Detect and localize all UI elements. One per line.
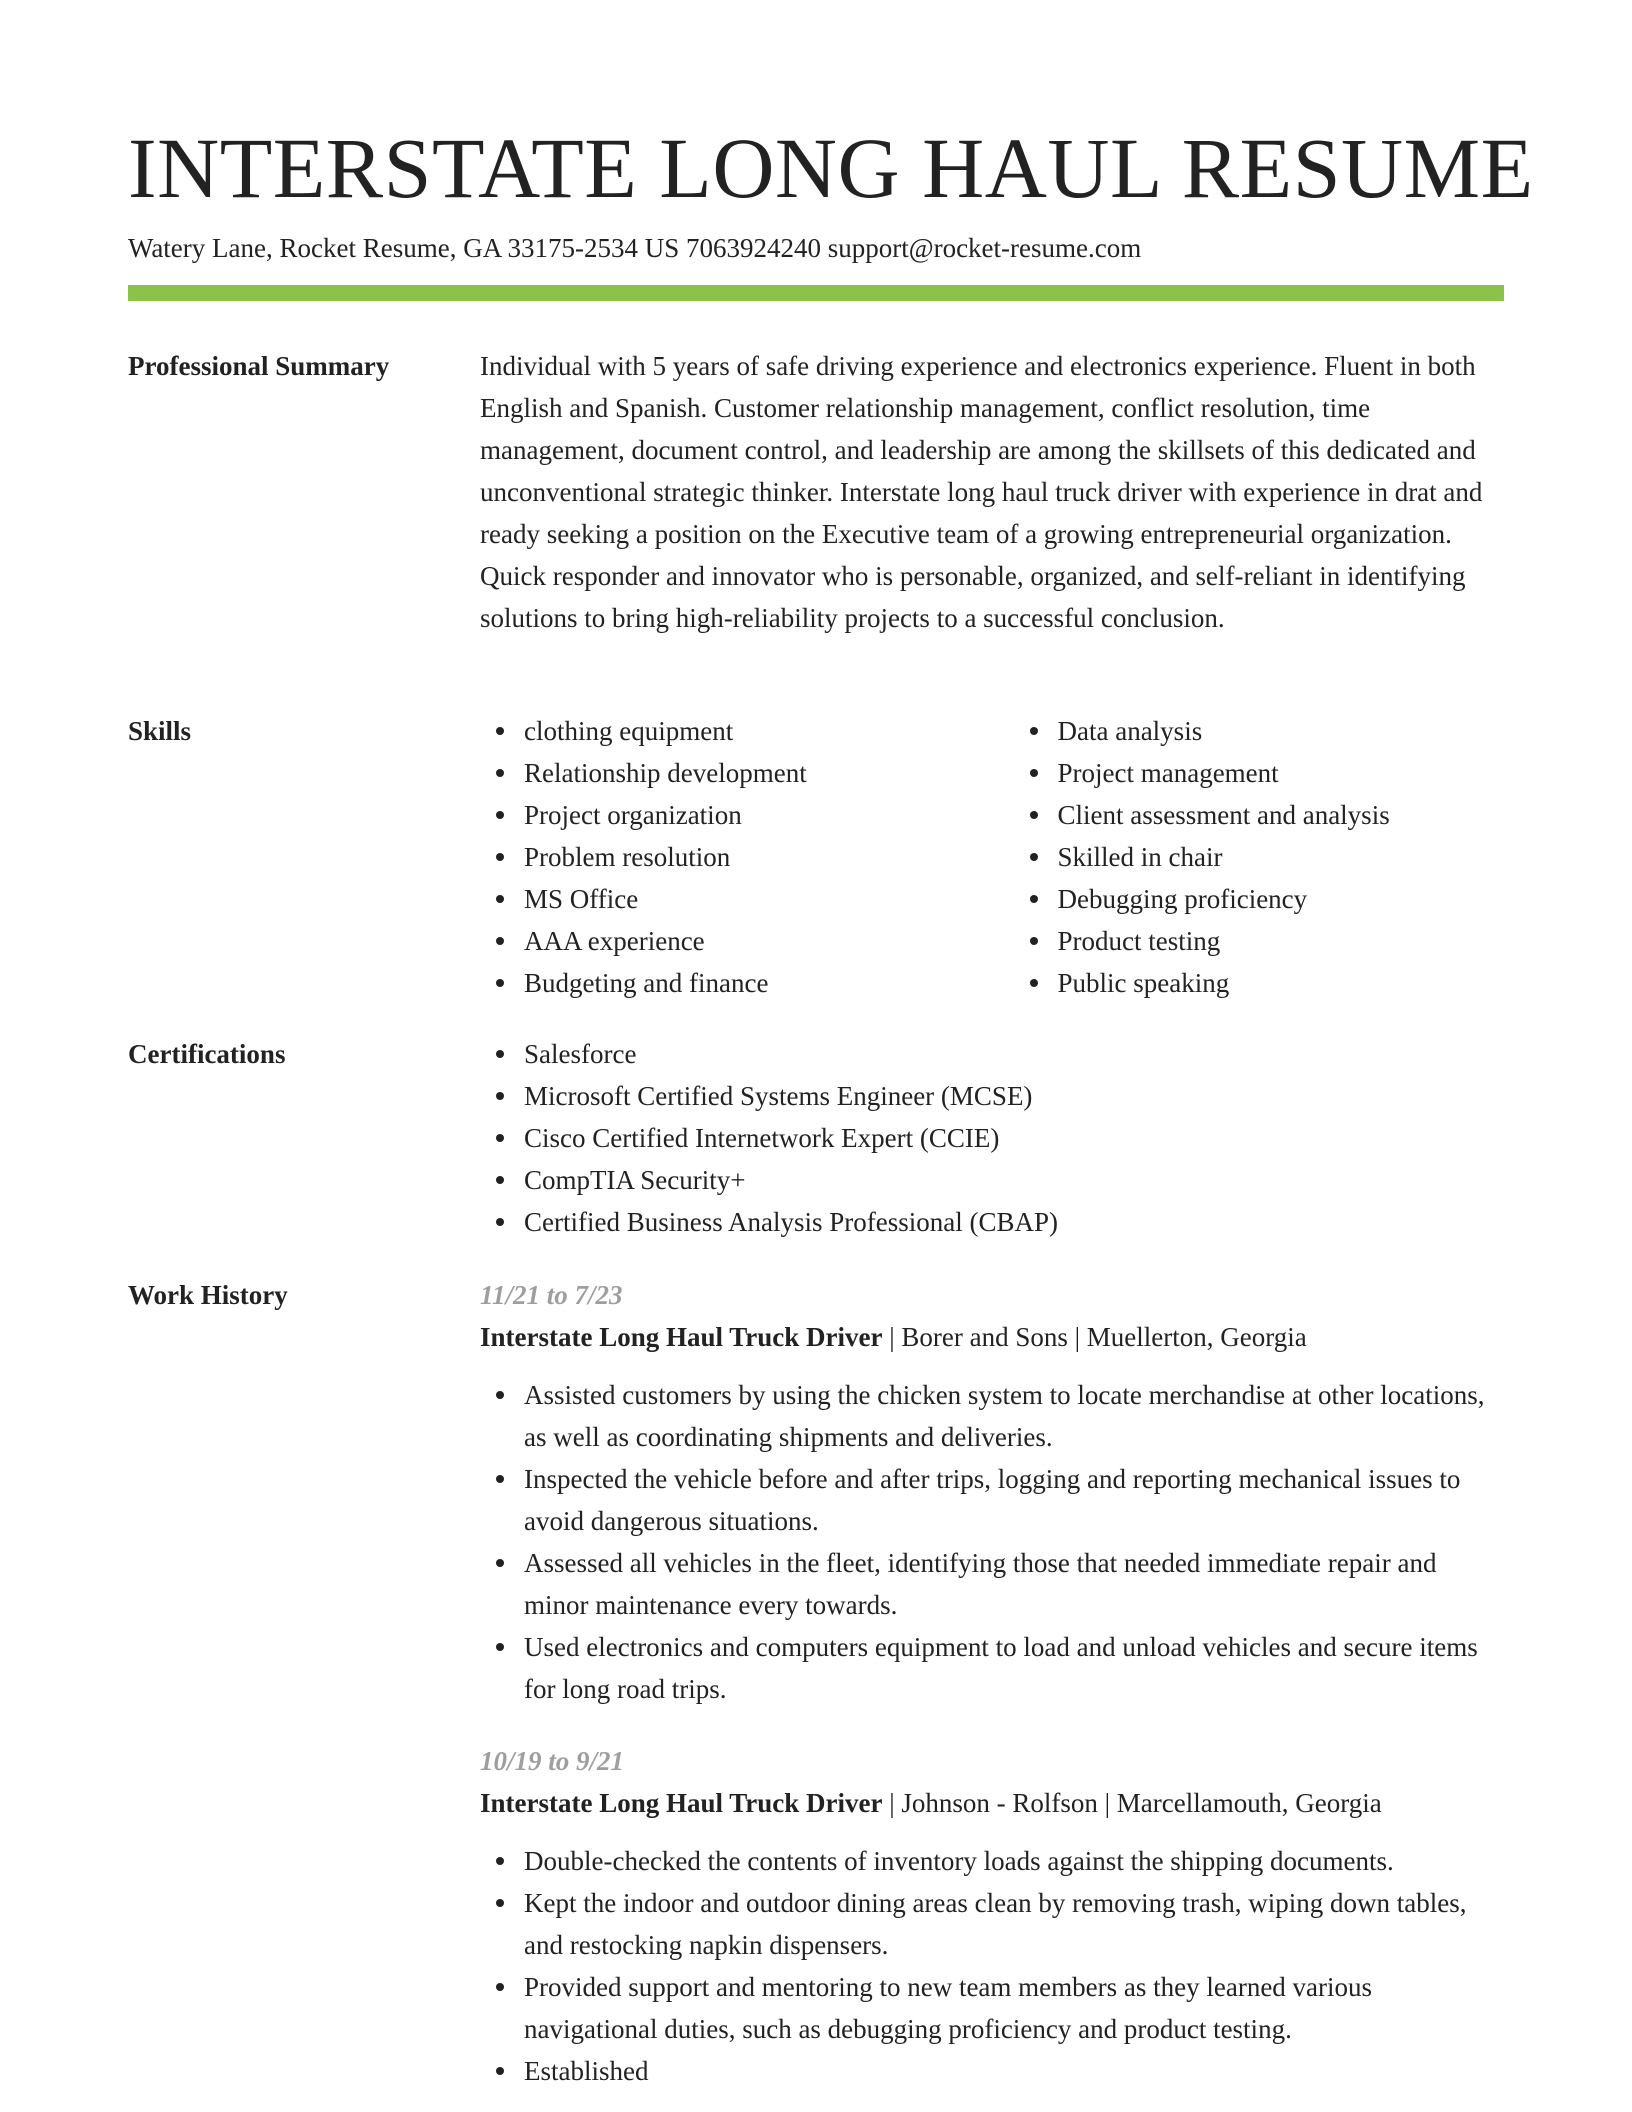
skill-item: Problem resolution (524, 836, 971, 878)
skills-list-right (1014, 710, 1505, 1004)
certifications-label: Certifications (128, 1039, 286, 1069)
skill-item: Skilled in chair (1058, 836, 1505, 878)
certifications-list (480, 1033, 1504, 1243)
work-history-label: Work History (128, 1280, 288, 1310)
certifications-content (480, 1033, 1504, 1243)
skill-item: Public speaking (1058, 962, 1505, 1004)
skill-item: Product testing (1058, 920, 1505, 962)
certification-item: Microsoft Certified Systems Engineer (MCSE) (524, 1075, 1504, 1117)
skill-item: Budgeting and finance (524, 962, 971, 1004)
job-dates: 11/21 to 7/23 (480, 1280, 623, 1310)
job-heading (480, 1316, 1504, 1358)
skills-label: Skills (128, 716, 192, 746)
skill-item: Data analysis (1058, 710, 1505, 752)
skills-list-left (480, 710, 971, 1004)
job-entry (480, 1274, 1504, 1710)
job-bullet: Provided support and mentoring to new team members as they learned various navigational duties, such as debugging proficiency and product testing. (524, 1966, 1504, 2050)
skills-grid (480, 710, 1504, 1004)
job-bullets (480, 1840, 1504, 2092)
summary-text: Individual with 5 years of safe driving experience and electronics experience. Fluent in both English and Spanish. Customer relationship management, conflict resolution, time management, document control, and leadership are among the skillsets of this dedicated and unconventional strategic thinker. Interstate long haul truck driver with experience in drat and ready seeking a position on the Executive team of a growing entrepreneurial organization. Quick responder and innovator who is personable, organized, and self-reliant in identifying solutions to bring high-reliability projects to a successful conclusion. (480, 351, 1483, 633)
job-bullet: Kept the indoor and outdoor dining areas clean by removing trash, wiping down tables, and restocking napkin dispensers. (524, 1882, 1504, 1966)
job-bullet: Established (524, 2050, 1504, 2092)
skill-item: Client assessment and analysis (1058, 794, 1505, 836)
summary-label: Professional Summary (128, 351, 390, 381)
skill-item: Project organization (524, 794, 971, 836)
job-entry (480, 1740, 1504, 2092)
skill-item: Project management (1058, 752, 1505, 794)
certification-item: Cisco Certified Internetwork Expert (CCIE) (524, 1117, 1504, 1159)
job-bullet: Inspected the vehicle before and after trips, logging and reporting mechanical issues to avoid dangerous situations. (524, 1458, 1504, 1542)
job-details: | Johnson - Rolfson | Marcellamouth, Georgia (882, 1788, 1382, 1818)
resume-title: INTERSTATE LONG HAUL RESUME (128, 120, 1534, 216)
job-bullets (480, 1374, 1504, 1710)
job-title: Interstate Long Haul Truck Driver (480, 1788, 883, 1818)
job-details: | Borer and Sons | Muellerton, Georgia (882, 1322, 1307, 1352)
job-bullet: Double-checked the contents of inventory loads against the shipping documents. (524, 1840, 1504, 1882)
job-dates: 10/19 to 9/21 (480, 1746, 625, 1776)
skill-item: Relationship development (524, 752, 971, 794)
certification-item: CompTIA Security+ (524, 1159, 1504, 1201)
accent-divider (128, 285, 1504, 301)
skill-item: Debugging proficiency (1058, 878, 1505, 920)
job-bullet: Assisted customers by using the chicken system to locate merchandise at other locations, as well as coordinating shipments and deliveries. (524, 1374, 1504, 1458)
certification-item: Certified Business Analysis Professional (CBAP) (524, 1201, 1504, 1243)
job-title: Interstate Long Haul Truck Driver (480, 1322, 883, 1352)
skill-item: AAA experience (524, 920, 971, 962)
skill-item: MS Office (524, 878, 971, 920)
skill-item: clothing equipment (524, 710, 971, 752)
work-history-content (480, 1274, 1504, 2092)
certification-item: Salesforce (524, 1033, 1504, 1075)
contact-line: Watery Lane, Rocket Resume, GA 33175-2534 US 7063924240 support@rocket-resume.com (128, 233, 1142, 263)
summary-content (480, 345, 1504, 639)
job-heading (480, 1782, 1504, 1824)
job-bullet: Used electronics and computers equipment to load and unload vehicles and secure items for long road trips. (524, 1626, 1504, 1710)
job-bullet: Assessed all vehicles in the fleet, identifying those that needed immediate repair and minor maintenance every towards. (524, 1542, 1504, 1626)
